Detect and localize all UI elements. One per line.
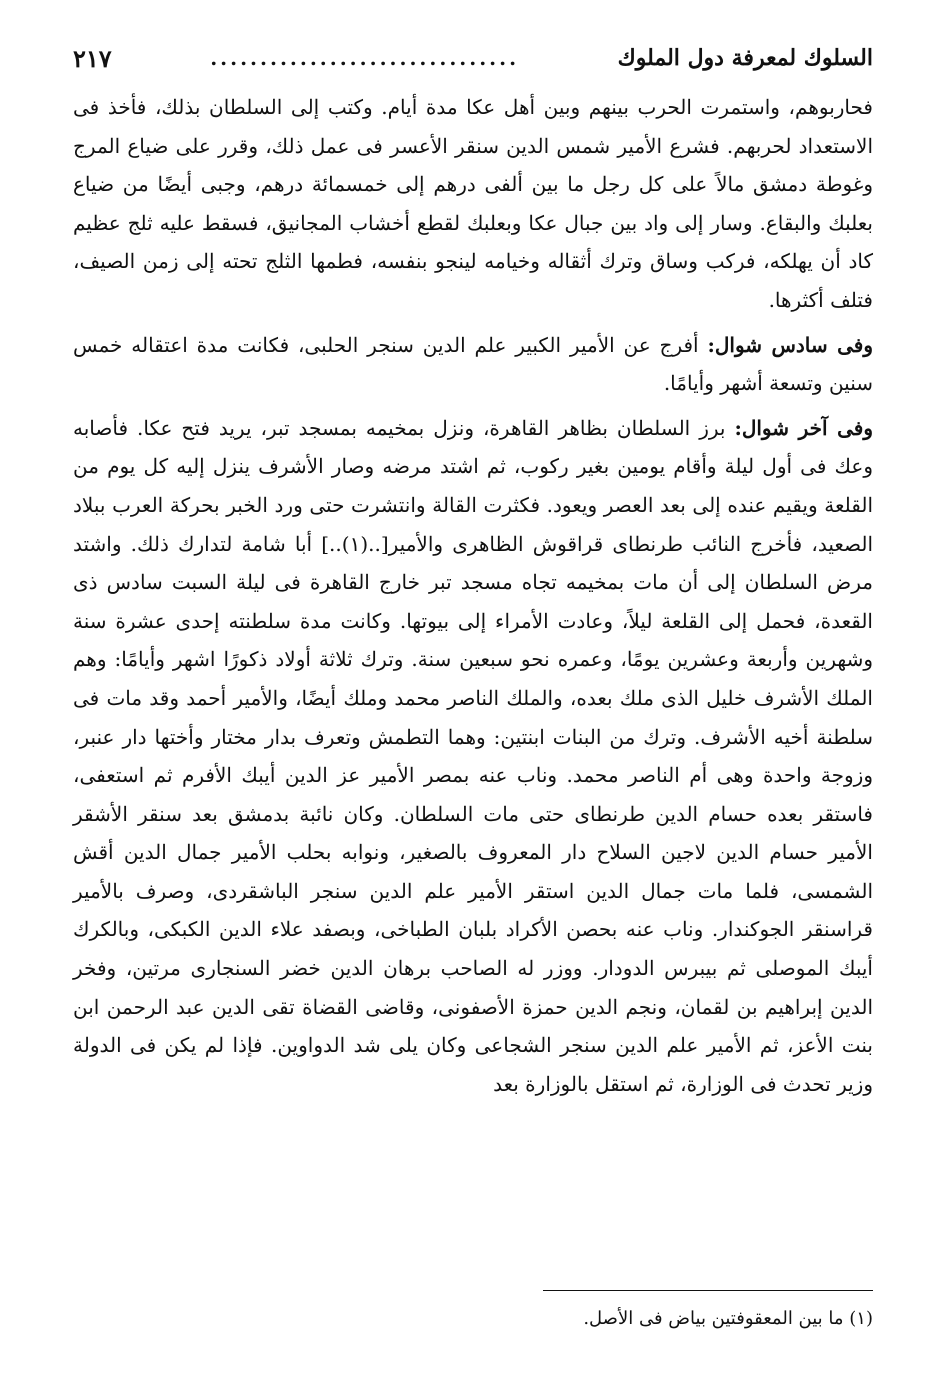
- paragraph-3: [73, 409, 873, 1104]
- paragraph-1: [73, 88, 873, 320]
- running-header: [73, 40, 873, 76]
- footnote-divider: [543, 1290, 873, 1291]
- paragraph-2-lead: وفى سادس شوال:: [707, 332, 874, 357]
- page-number: ٢١٧: [73, 43, 112, 73]
- footnote: (١) ما بين المعقوفتين بياض فى الأصل.: [583, 1308, 873, 1329]
- book-title: السلوك لمعرفة دول الملوك: [617, 45, 873, 71]
- paragraph-3-text: برز السلطان بظاهر القاهرة، ونزل بمخيمه بمسجد تبر، يريد فتح عكا. فأصابه وعك فى أول ليلة وأقام يومين بغير ركوب، ثم اشتد مرضه وصار الأشرف ينزل إليه كل يوم من القلعة ويقيم عنده إلى بعد العصر ويعود. فكثرت القالة وانتشرت حتى ورد الخبر بحركة العرب ببلاد الصعيد، فأخرج النائب طرنطاى قراقوش الظاهرى والأمير[..(١)..] أبا شامة لتدارك ذلك. واشتد مرض السلطان إلى أن مات بمخيمه تجاه مسجد تبر خارج القاهرة فى ليلة السبت سادس ذى القعدة، فحمل إلى القلعة ليلاً، وعادت الأمراء إلى بيوتها. وكانت مدة سلطنته إحدى عشرة سنة وشهرين وأربعة وعشرين يومًا، وعمره نحو سبعين سنة. وترك ثلاثة أولاد ذكورًا اشهر وأيامًا: وهم الملك الأشرف خليل الذى ملك بعده، والملك الناصر محمد وملك أيضًا، والأمير أحمد وقد مات فى سلطنة أخيه الأشرف. وترك من البنات ابنتين: وهما التطمش وتعرف بدار مختار وأختها دار عنبر، وزوجة واحدة وهى أم الناصر محمد. وناب عنه بمصر الأمير عز الدين أيبك الأفرم ثم استعفى، فاستقر بعده حسام الدين طرنطاى حتى مات السلطان. وكان نائبة بدمشق بعد سنقر الأشقر الأمير حسام الدين لاجين السلاح دار المعروف بالصغير، ونوابه بحلب الأمير جمال الدين أقش الشمسى، فلما مات جمال الدين استقر الأمير علم الدين سنجر الباشقردى، وصرف بالأمير قراسنقر الجوكندار. وناب عنه بحصن الأكراد بلبان الطباخى، وبصفد علاء الدين الكبكى، وبالكرك أيبك الموصلى ثم بيبرس الدودار. ووزر له الصاحب برهان الدين خضر السنجارى مرتين، وفخر الدين إبراهيم بن لقمان، ونجم الدين حمزة الأصفونى، وقاضى القضاة تقى الدين عبد الرحمن ابن بنت الأعز، ثم الأمير علم الدين سنجر الشجاعى وكان يلى شد الدواوين. فإذا لم يكن فى الدولة وزير تحدث فى الوزارة، ثم استقل بالوزارة بعد: [73, 415, 873, 1096]
- paragraph-3-lead: وفى آخر شوال:: [734, 415, 873, 440]
- paragraph-1-text: فحاربوهم، واستمرت الحرب بينهم وبين أهل عكا مدة أيام. وكتب إلى السلطان بذلك، فأخذ فى الاستعداد لحربهم. فشرع الأمير شمس الدين سنقر الأعسر فى عمل ذلك، وقرر على ضياع المرج وغوطة دمشق مالاً على كل رجل ما بين ألفى درهم إلى خمسمائة درهم، وجبى أيضًا من ضياع بعلبك والبقاع. وسار إلى واد بين جبال عكا وبعلبك لقطع أخشاب المجانيق، فسقط عليه ثلج عظيم كاد أن يهلكه، فركب وساق وترك أثقاله وخيامه لينجو بنفسه، فطمها الثلج تحته إلى زمن الصيف، فتلف أكثرها.: [73, 95, 873, 312]
- paragraph-2: [73, 326, 873, 403]
- paragraph-2-text: أفرج عن الأمير الكبير علم الدين سنجر الحلبى، فكانت مدة اعتقاله خمس سنين وتسعة أشهر وأيامًا.: [73, 332, 873, 396]
- main-text: [73, 88, 873, 1103]
- header-leader-dots: ...............................: [210, 46, 520, 70]
